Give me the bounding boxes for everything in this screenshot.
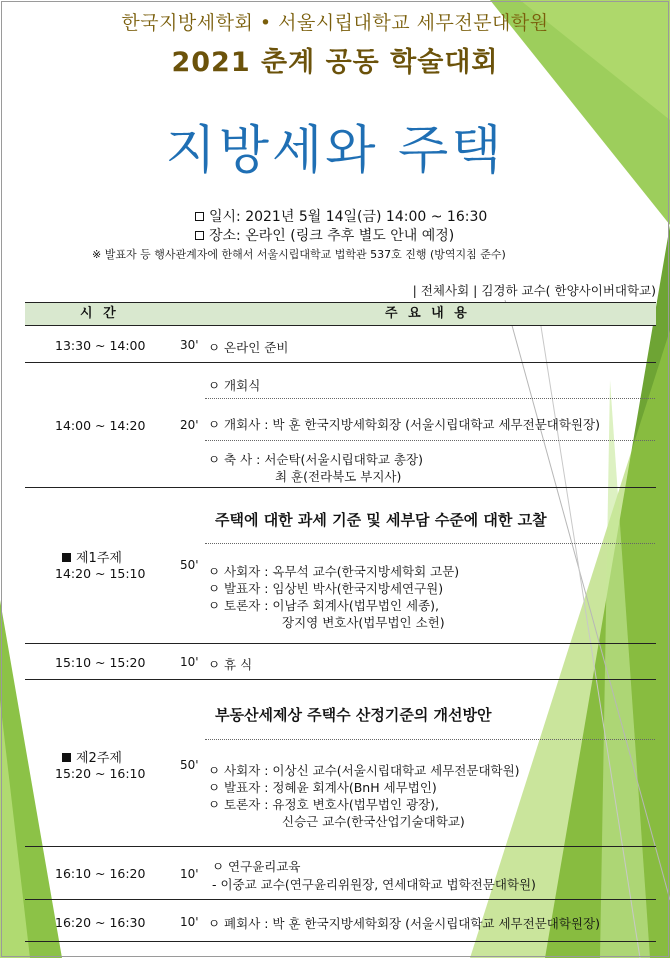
congratulatory-address-2: 최 훈(전라북도 부지사) <box>275 469 402 484</box>
opening-address: ㅇ 개회사 : 박 훈 한국지방세학회장 (서울시립대학교 세무전문대학원장) <box>208 417 600 432</box>
session1-name: 제1주제 <box>76 551 122 566</box>
session1-topic: 주택에 대한 과세 기준 및 세부담 수준에 대한 고찰 <box>215 511 547 529</box>
row-duration: 10' <box>180 915 199 929</box>
row-item: ㅇ 온라인 준비 <box>208 340 289 355</box>
dotted-separator <box>205 543 655 544</box>
row-duration: 20' <box>180 418 199 432</box>
closing-address: ㅇ 폐회사 : 박 훈 한국지방세학회장 (서울시립대학교 세무전문대학원장) <box>208 916 600 931</box>
row-separator <box>25 643 656 644</box>
row-time: 15:20 ~ 16:10 <box>55 766 146 781</box>
session2-discussant: ㅇ 토론자 : 유정호 변호사(법무법인 광장), <box>208 797 440 812</box>
event-heading: 2021 춘계 공동 학술대회 <box>171 47 499 78</box>
row-separator <box>25 487 656 488</box>
session2-topic: 부동산세제상 주택수 산정기준의 개선방안 <box>215 706 492 724</box>
row-time: 14:20 ~ 15:10 <box>55 566 146 581</box>
session2-name: 제2주제 <box>76 751 122 766</box>
row-duration: 50' <box>180 558 199 572</box>
row-separator <box>25 679 656 680</box>
table-header-content: 주 요 내 용 <box>385 306 470 321</box>
row-separator <box>25 899 656 900</box>
table-header-time: 시 간 <box>80 306 119 321</box>
organizers-heading: 한국지방세학회 • 서울시립대학교 세무전문대학원 <box>121 12 549 34</box>
place-text: 장소: 온라인 (링크 추후 별도 안내 예정) <box>209 228 455 244</box>
row-duration: 10' <box>180 655 199 669</box>
ethics-education-detail: - 이중교 교수(연구윤리위원장, 연세대학교 법학전문대학원) <box>212 877 536 892</box>
session2-label <box>62 747 122 766</box>
session1-presenter: ㅇ 발표자 : 임상빈 박사(한국지방세연구원) <box>208 581 444 596</box>
dotted-separator <box>205 739 655 740</box>
row-time: 15:10 ~ 15:20 <box>55 655 146 670</box>
row-item: ㅇ 휴 식 <box>208 657 253 672</box>
moderator-line: | 전체사회 | 김경하 교수( 한양사이버대학교) <box>412 283 656 298</box>
date-text: 일시: 2021년 5월 14일(금) 14:00 ~ 16:30 <box>209 209 488 225</box>
row-duration: 50' <box>180 758 199 772</box>
row-time: 13:30 ~ 14:00 <box>55 338 146 353</box>
table-bottom-border <box>25 941 656 942</box>
row-separator <box>25 846 656 847</box>
session2-chair: ㅇ 사회자 : 이상신 교수(서울시립대학교 세무전문대학원) <box>208 763 520 778</box>
session1-chair: ㅇ 사회자 : 옥무석 교수(한국지방세학회 고문) <box>208 564 460 579</box>
filled-square-icon <box>62 753 71 762</box>
ethics-education: ㅇ 연구윤리교육 <box>212 859 301 874</box>
opening-ceremony: ㅇ 개회식 <box>208 378 261 393</box>
table-top-border <box>25 302 656 303</box>
session2-presenter: ㅇ 발표자 : 정혜윤 회계사(BnH 세무법인) <box>208 780 437 795</box>
row-time: 16:20 ~ 16:30 <box>55 915 146 930</box>
dotted-separator <box>205 440 655 441</box>
date-line <box>195 206 487 226</box>
row-time: 14:00 ~ 14:20 <box>55 418 146 433</box>
checkbox-square-icon <box>195 231 204 240</box>
row-duration: 10' <box>180 867 199 881</box>
row-separator <box>25 362 656 363</box>
main-title: 지방세와 주택 <box>165 121 505 181</box>
congratulatory-address: ㅇ 축 사 : 서순탁(서울시립대학교 총장) <box>208 452 423 467</box>
checkbox-square-icon <box>195 212 204 221</box>
row-duration: 30' <box>180 338 199 352</box>
session1-label <box>62 547 122 566</box>
place-line <box>195 225 454 245</box>
row-time: 16:10 ~ 16:20 <box>55 866 146 881</box>
dotted-separator <box>205 398 655 399</box>
table-header-bottom-border <box>25 325 656 326</box>
filled-square-icon <box>62 553 71 562</box>
session2-discussant-2: 신승근 교수(한국산업기술대학교) <box>282 814 465 829</box>
session1-discussant: ㅇ 토론자 : 이남주 회계사(법무법인 세종), <box>208 598 440 613</box>
venue-note: ※ 발표자 등 행사관계자에 한해서 서울시립대학교 법학관 537호 진행 (방역지침 준수) <box>92 248 506 261</box>
session1-discussant-2: 장지영 변호사(법무법인 소헌) <box>282 615 445 630</box>
